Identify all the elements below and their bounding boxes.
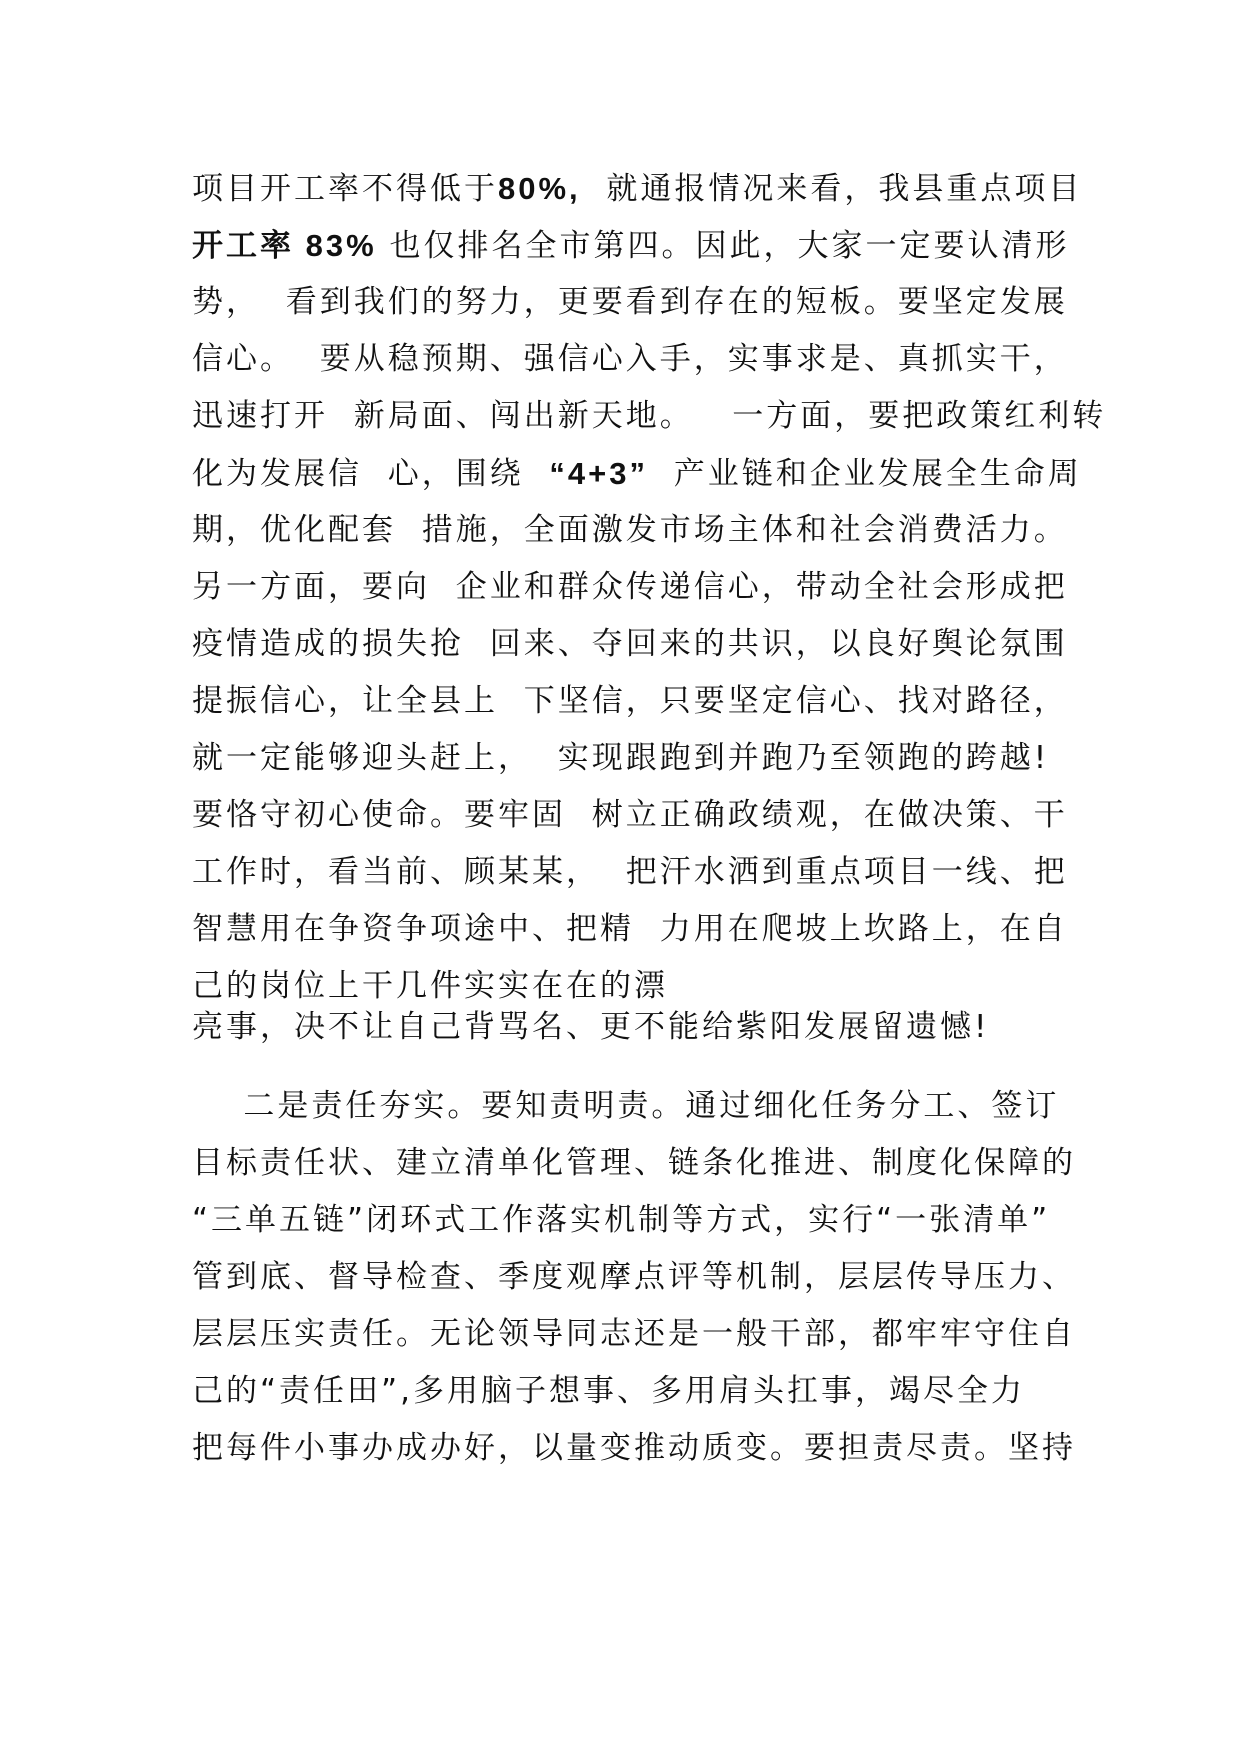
text-line: 信心。 要从稳预期、强信心入手，实事求是、真抓实干， bbox=[192, 341, 1068, 377]
text-line: 工作时，看当前、顾某某， 把汗水洒到重点项目一线、把 bbox=[192, 854, 1068, 890]
paragraph-2 bbox=[192, 1078, 1076, 1477]
text-run: 产业链和企业发展全生命周 bbox=[648, 456, 1082, 492]
text-line: “三单五链”闭环式工作落实机制等方式，实行“一张清单” bbox=[192, 1202, 1051, 1238]
text-line bbox=[192, 160, 1083, 217]
text-line: 二是责任夯实。要知责明责。通过细化任务分工、签订 bbox=[192, 1088, 1060, 1124]
text-line: 提振信心，让全县上 下坚信，只要坚定信心、找对路径， bbox=[192, 683, 1068, 719]
text-line bbox=[192, 445, 1082, 502]
text-line bbox=[192, 217, 1072, 274]
text-run: 化为发展信 心，围绕 bbox=[192, 456, 550, 492]
text-line: 另一方面，要向 企业和群众传递信心，带动全社会形成把 bbox=[192, 569, 1068, 605]
text-line: 智慧用在争资争项途中、把精 力用在爬坡上坎路上，在自 bbox=[192, 911, 1068, 947]
text-line: 亮事，决不让自己背骂名、更不能给紫阳发展留遗憾! bbox=[192, 1009, 990, 1045]
text-line: 迅速打开 新局面、闯出新天地。 一方面，要把政策红利转 bbox=[192, 398, 1107, 434]
text-run: 项目开工率不得低于 bbox=[192, 171, 498, 207]
text-line: 己的岗位上干几件实实在在的漂 bbox=[192, 968, 668, 1004]
text-line: 目标责任状、建立清单化管理、链条化推进、制度化保障的 bbox=[192, 1145, 1076, 1181]
bold-number: “4+3” bbox=[549, 456, 649, 491]
text-line: 要恪守初心使命。要牢固 树立正确政绩观，在做决策、干 bbox=[192, 797, 1068, 833]
text-line: 势， 看到我们的努力，更要看到存在的短板。要坚定发展 bbox=[192, 284, 1068, 320]
text-line: 就一定能够迎头赶上， 实现跟跑到并跑乃至领跑的跨越! bbox=[192, 740, 1050, 776]
text-line: 疫情造成的损失抢 回来、夺回来的共识，以良好舆论氛围 bbox=[192, 626, 1068, 662]
text-line: 管到底、督导检查、季度观摩点评等机制，层层传导压力、 bbox=[192, 1259, 1076, 1295]
text-line: 把每件小事办成办好，以量变推动质变。要担责尽责。坚持 bbox=[192, 1430, 1076, 1466]
bold-number: 80%, bbox=[498, 171, 581, 206]
bold-number: 开工率 83% bbox=[192, 228, 377, 263]
text-run: 就通报情况来看，我县重点项目 bbox=[580, 171, 1083, 207]
text-line: 期，优化配套 措施，全面激发市场主体和社会消费活力。 bbox=[192, 512, 1068, 548]
text-line: 己的“责任田”,多用脑子想事、多用肩头扛事，竭尽全力 bbox=[192, 1373, 1025, 1409]
text-line: 层层压实责任。无论领导同志还是一般干部，都牢牢守住自 bbox=[192, 1316, 1076, 1352]
paragraph-1 bbox=[192, 160, 1107, 1056]
text-run: 也仅排名全市第四。因此，大家一定要认清形 bbox=[376, 228, 1070, 264]
